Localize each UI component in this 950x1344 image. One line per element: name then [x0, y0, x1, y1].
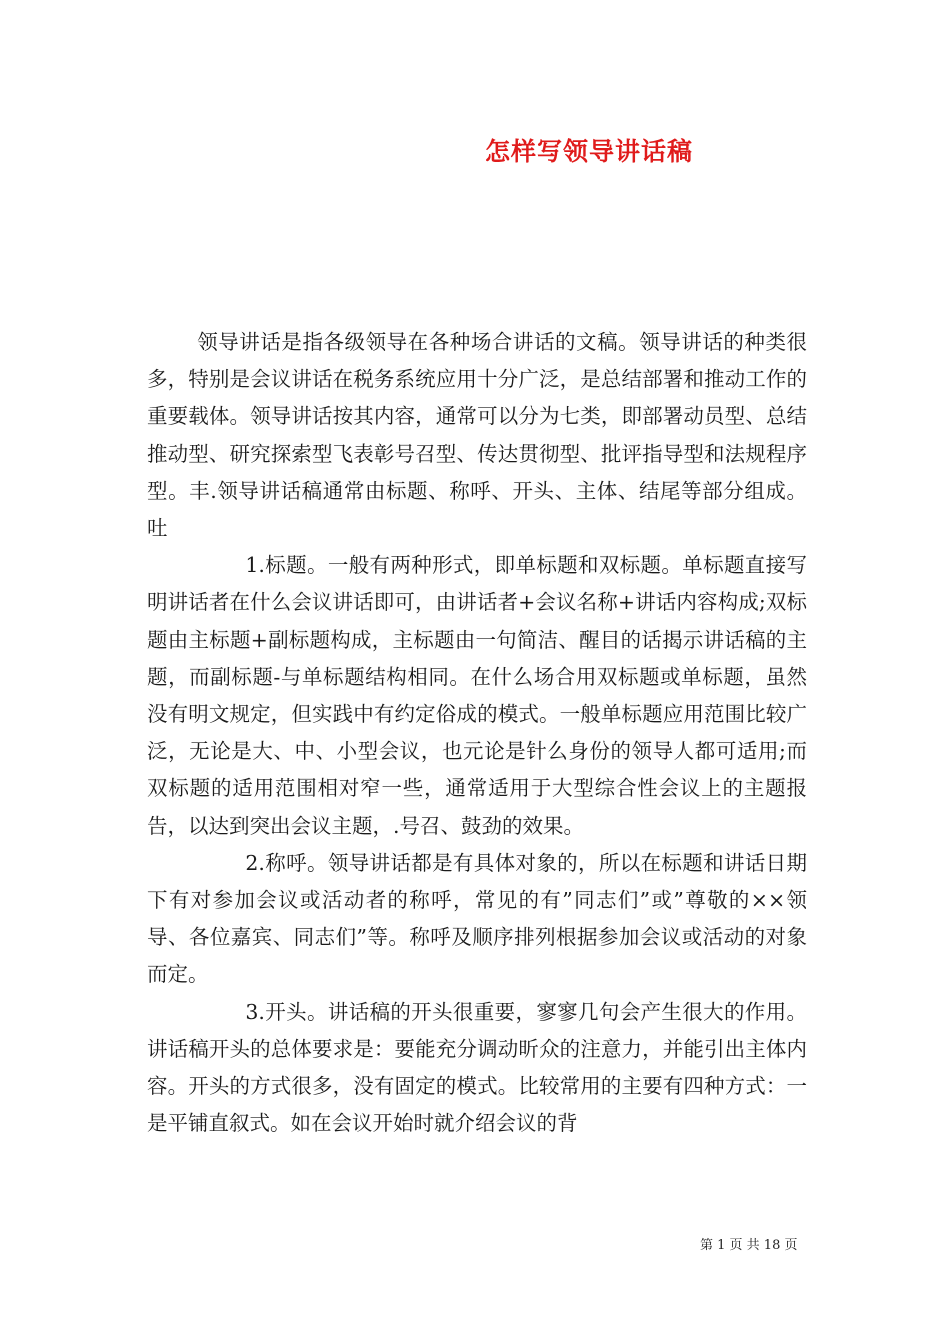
document-body: [147, 324, 807, 1142]
paragraph-address-section: 2.称呼。领导讲话都是有具体对象的，所以在标题和讲话日期下有对参加会议或活动者的称呼，常见的有”同志们”或”尊敬的××领导、各位嘉宾、同志们”等。称呼及顺序排列根据参加会议或活动的对象而定。: [147, 850, 807, 987]
document-title: 怎样写领导讲话稿: [484, 137, 693, 166]
page-number-footer: 第 1 页 共 18 页: [700, 1238, 798, 1253]
paragraph-title-section: 1.标题。一般有两种形式，即单标题和双标题。单标题直接写明讲话者在什么会议讲话即可，由讲话者+会议名称+讲话内容构成;双标题由主标题+副标题构成，主标题由一句简洁、醒目的话揭示讲话稿的主题，而副标题-与单标题结构相同。在什么场合用双标题或单标题，虽然没有明文规定，但实践中有约定俗成的模式。一般单标题应用范围比较广泛，无论是大、中、小型会议，也元论是针么身份的领导人都可适用;而双标题的适用范围相对窄一些，通常适用于大型综合性会议上的主题报告，以达到突出会议主题，.号召、鼓劲的效果。: [147, 553, 807, 838]
paragraph-intro: 领导讲话是指各级领导在各种场合讲话的文稿。领导讲话的种类很多，特别是会议讲话在税务系统应用十分广泛，是总结部署和推动工作的重要载体。领导讲话按其内容，通常可以分为七类，即部署动员型、总结推动型、研究探索型飞表彰号召型、传达贯彻型、批评指导型和法规程序型。丰.领导讲话稿通常由标题、称呼、开头、主体、结尾等部分组成。吐: [147, 330, 807, 541]
paragraph-opening-section: 3.开头。讲话稿的开头很重要，寥寥几句会产生很大的作用。讲话稿开头的总体要求是：要能充分调动昕众的注意力，并能引出主体内容。开头的方式很多，没有固定的模式。比较常用的主要有四种方式：一是平铺直叙式。如在会议开始时就介绍会议的背: [147, 999, 807, 1136]
